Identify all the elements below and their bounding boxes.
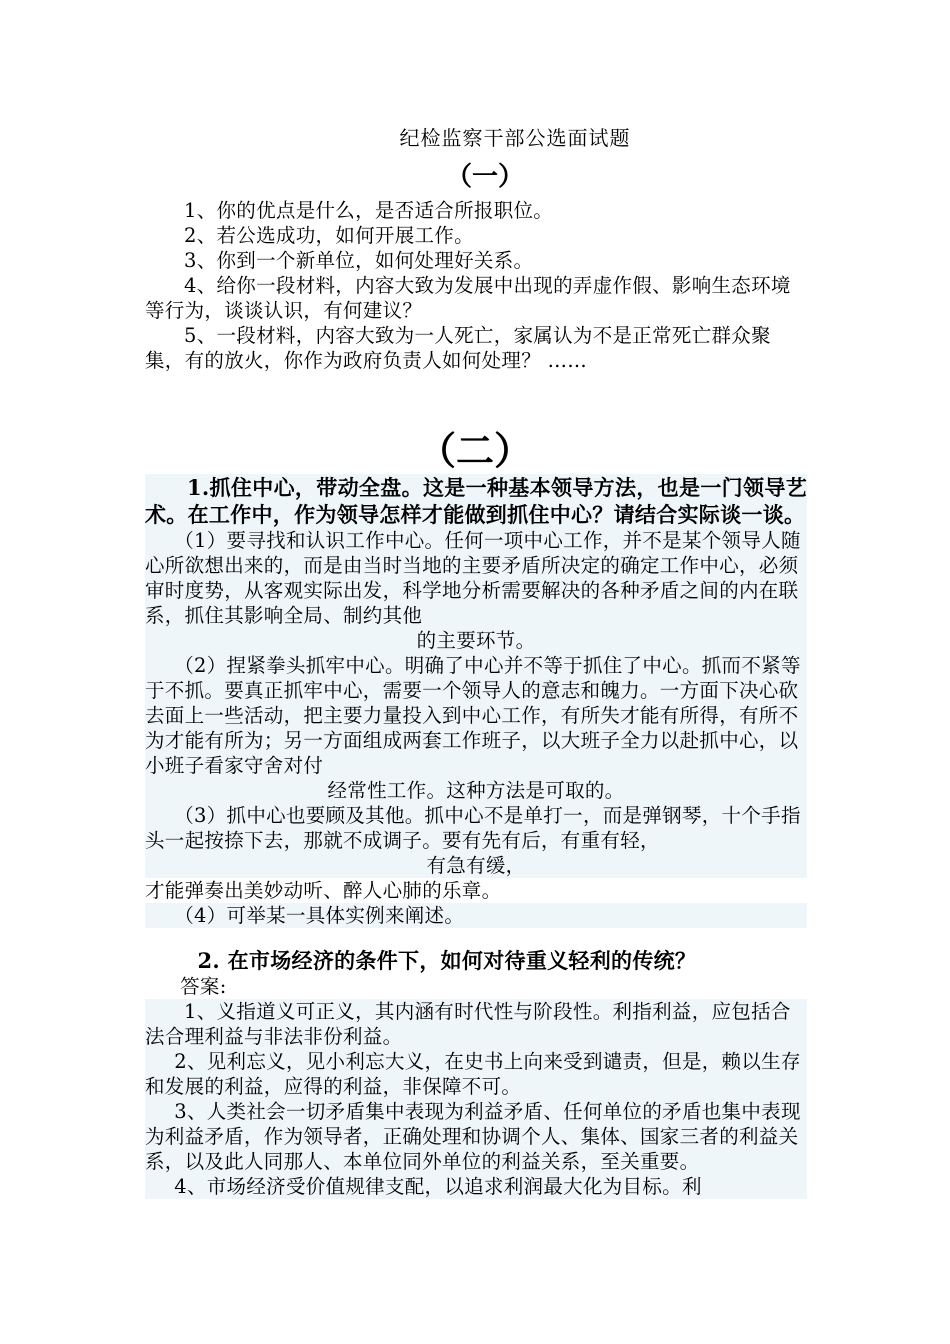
answer1-point1: （1）要寻找和认识工作中心。任何一项中心工作，并不是某个领导人随心所欲想出来的，而是由当时当地的主要矛盾所决定的确定工作中心，必须审时度势，从客观实际出发，科学地分析需要解决的各种矛盾之间的内在联系，抓住其影响全局、制约其他 — [145, 529, 801, 627]
list-item: 3、你到一个新单位，如何处理好关系。 — [184, 249, 534, 272]
answer2-body — [145, 999, 807, 1199]
section2-heading: （二） — [417, 428, 532, 473]
list-item: 1、你的优点是什么，是否适合所报职位。 — [184, 199, 554, 222]
question2-text: 2. 在市场经济的条件下，如何对待重义轻利的传统？ — [197, 948, 697, 973]
question1-block — [145, 474, 807, 928]
question2-block — [145, 947, 807, 1199]
list-item: 2、若公选成功，如何开展工作。 — [184, 224, 474, 247]
answer2-point3: 3、人类社会一切矛盾集中表现为利益矛盾、任何单位的矛盾也集中表现为利益矛盾，作为领导者，正确处理和协调个人、集体、国家三者的利益关系，以及此人同那人、本单位同外单位的利益关系，至关重要。 — [145, 1100, 801, 1173]
answer1-point2-tail: 经常性工作。这种方法是可取的。 — [327, 779, 625, 802]
answer1-point4: （4）可举某一具体实例来阐述。 — [174, 904, 465, 927]
section1-heading: （一） — [445, 162, 524, 192]
section1-list — [145, 198, 807, 373]
answer1-point3: （3）抓中心也要顾及其他。抓中心不是单打一，而是弹钢琴，十个手指头一起按捺下去，那就不成调子。要有先有后，有重有轻， — [145, 804, 801, 852]
answer2-point2: 2、见利忘义，见小利忘大义，在史书上向来受到谴责，但是，赖以生存和发展的利益，应得的利益，非保障不可。 — [145, 1050, 801, 1098]
answer2-point1: 1、义指道义可正义，其内涵有时代性与阶段性。利指利益，应包括合法合理利益与非法非份利益。 — [145, 1000, 791, 1048]
answer1-point2: （2）捏紧拳头抓牢中心。明确了中心并不等于抓住了中心。抓而不紧等于不抓。要真正抓牢中心，需要一个领导人的意志和魄力。一方面下决心砍去面上一些活动，把主要力量投入到中心工作，有所失才能有所得，有所不为才能有所为；另一方面组成两套工作班子，以大班子全力以赴抓中心，以小班子看家守舍对付 — [145, 654, 801, 777]
answer1-point3-tail: 有急有缓， — [426, 854, 526, 877]
list-item: 4、给你一段材料，内容大致为发展中出现的弄虚作假、影响生态环境等行为，谈谈认识，有何建议？ — [145, 274, 791, 322]
answer1-point1-tail: 的主要环节。 — [416, 629, 536, 652]
question1-text: 1.抓住中心，带动全盘。这是一种基本领导方法，也是一门领导艺术。在工作中，作为领导怎样才能做到抓住中心？请结合实际谈一谈。 — [145, 475, 807, 527]
answer2-label: 答案: — [180, 975, 227, 998]
answer1-point3-end: 才能弹奏出美妙动听、醉人心肺的乐章。 — [145, 878, 807, 903]
document-title: 纪检监察干部公选面试题 — [399, 126, 631, 150]
list-item: 5、一段材料，内容大致为一人死亡，家属认为不是正常死亡群众聚集，有的放火，你作为政府负责人如何处理？ …… — [145, 324, 771, 372]
answer2-point4: 4、市场经济受价值规律支配，以追求利润最大化为目标。利 — [174, 1175, 702, 1198]
